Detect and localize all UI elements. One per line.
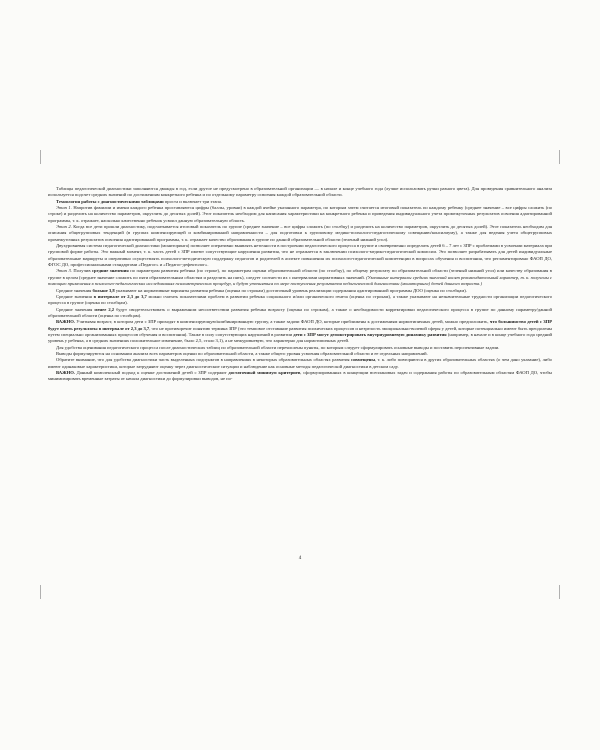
text-run: менее 2,2 xyxy=(94,306,115,312)
paragraph xyxy=(48,307,552,320)
paragraph xyxy=(48,186,552,199)
text-run: Напротив фамилии и имени каждого ребенка проставляются цифры (баллы, уровни) в каждой ячейке указанного параметра, по которым затем считается итоговый показатель по каждому ребенку (среднее значение – все цифры сложить (по строке) и разделить на количество параметров, округлить до десятых долей). Этот показатель необходим для написания характеристики на конкретного ребенка и проведения индивидуального учета промежуточных результатов освоения адаптированной программы, т. к. отражает, насколько качественно ребенок усвоил данную образовательную область. xyxy=(48,205,552,223)
text-run: в интервале от 2,3 до 3,7 xyxy=(93,293,147,299)
crop-mark-bottom-left xyxy=(40,585,41,599)
text-run: , т. к. либо повторяются в других образовательных областях (о чем дано указание), либо имеют одинаковые характеристики, которые затрудняют оценку через диагностические ситуации и наблюдение как основные методы педагогической диагностики в детском саду. xyxy=(48,357,552,369)
text-run: будут свидетельствовать о выраженном несоответствии развития ребенка возрасту (оценка по строкам), а также о необходимости корректировки педагогического процесса в группе по данному параметру/данной образовательной области (оценка по столбцам). xyxy=(48,306,552,318)
paragraph xyxy=(48,294,552,307)
page-number: 4 xyxy=(298,556,302,561)
text-run: совмещены xyxy=(351,357,375,363)
text-run: , что не противоречит понятию термина ЗПР (это темповое отставание развития психических процессов и незрелость эмоционально-волевой сферы у детей, которые потенциально имеют быть преодолены путем специально организованных процессов обучения и воспитания). Также в силу сопутствующих нарушений в развитии xyxy=(48,325,552,337)
text-run: больше 3,8 xyxy=(92,287,115,293)
text-run: указывают на нормативные варианты развития ребенка (оценка по строкам) достаточный уровень реализации содержания адаптированной программы ДОО (оценка по столбцам). xyxy=(114,287,467,293)
text-run: (например, в начале и в конце учебного года средний уровень у ребенка, а в средних значениях положительное изменение, было 2,5, стало 3,1), а не межуровневую, что характерно для нормотипичных детей. xyxy=(48,331,552,344)
paragraph xyxy=(48,268,552,287)
text-run: достаточный минимум критериев xyxy=(228,369,301,375)
text-run: средние значения xyxy=(92,268,129,274)
paragraph xyxy=(48,370,552,383)
paragraph xyxy=(48,243,552,268)
text-run: Средние значения xyxy=(56,287,93,293)
text-run: Обратите внимание, что для удобства диагностики часть выделенных подпунктов в направлениях в некоторых образовательных областях развития xyxy=(56,357,352,363)
text-run: ВАЖНО. xyxy=(56,319,75,325)
text-run: можно считать показателями проблем в развитии ребенка социального и/или органического генеза (оценка по строкам), а также указывают на незначительные трудности организации педагогического процесса в группе (оценка по столбцам). xyxy=(48,293,553,306)
paragraph xyxy=(48,205,552,224)
text-run: дети с ЗПР могут демонстрировать внутриуровневую динамику развития xyxy=(293,331,447,337)
text-run: Для удобства оценивания педагогического процесса после диагностических таблиц по образовательной области перечислены пункты, по которым следует сформулировать основные выводы и поставить перспективные задачи. xyxy=(56,344,500,350)
crop-mark-top-left xyxy=(40,150,41,164)
text-run: Выводы формулируются на основании анализа всех параметров оценки по образовательной области, а также общего уровня усвоения образовательной области и ее отдельных направлений. xyxy=(56,350,428,356)
text-run: по параметрам развития ребенка (по строке), по параметрам оценки образовательной области (по столбцу), по общему результату по образовательной области (зеленый нижний угол) или качеству образования в группе в целом (среднее значение сложить по пяти образовательным областям и разделить на пять), следует соотнести их с интервалами нормативных значений. xyxy=(48,268,552,280)
text-run: Получив xyxy=(71,268,93,274)
paragraph xyxy=(48,224,552,243)
crop-mark-bottom-right xyxy=(559,585,560,599)
text-run: (Указанные интервалы средних значений носят рекомендательный характер, т. к. получены с помощью применения в психолого-педагогических исследованиях психометрических процедур, и будут уточняться по мере поступления результатов педагогической диагностики (мониторинга) детей данного возраста.) xyxy=(48,274,553,287)
text-run: Учитывая возраст, в котором дети с ЗПР приходят в компенсирующую/комбинированную группу, а также задачи ФАОП ДО, которые приближены к достижениям нормотипичных детей, можно предположить, xyxy=(74,319,490,325)
text-run: Средние значения xyxy=(56,306,95,312)
body-text xyxy=(48,186,552,383)
text-run: что большинство детей с ЗПР будут иметь результаты в интервале от 2,3 до 3,7 xyxy=(48,319,552,331)
text-run: ВАЖНО. xyxy=(56,369,75,375)
text-run: Двухуровневая система педагогической диагностики (мониторинга) позволяет оперативно выявлять неточности в построении педагогического процесса в группе и своевременно определить детей 6 – 7 лет с ЗПР с проблемами в усвоении материала при групповой форме работы. Это важный момент, т. к. часть детей с ЗПР имеют сопутствующие нарушения развития, что не отражается в заключении психолого-медико-педагогической комиссии. Это позволяет разрабатывать для детей индивидуальные образовательные маршруты и оперативно осуществлять психолого-методическую поддержку педагогов и родителей в аспекте повышения их психолого-педагогической компетенции в вопросах обучения и воспитания, что регламентировано ФАОП ДО, ФГОС ДО, профессиональными стандартами «Педагог» и «Педагог-дефектолог». xyxy=(48,243,552,268)
paragraph xyxy=(48,357,552,370)
text-run: Средние значения xyxy=(56,293,94,299)
text-run: , сформулированных в концепции всеплановых задач и содержания работы по образовательным областям ФАОП ДО, чтобы минимизировать временные затраты от начала диагностики до формулировки выводов, не по- xyxy=(48,369,552,382)
text-run: Когда все дети прошли диагностику, подсчитывается итоговый показатель по группе (среднее значение – все цифры сложить (по столбцу) и разделить на количество параметров, округлить до десятых долей). Этот показатель необходим для описания общегрупповых тенденций (в группах компенсирующей и комбинированной направленности – для подготовки к групповому медико-психолого-педагогическому совещанию/консилиуму), а также для ведения учета общегрупповых промежуточных результатов освоения адаптированной программы, т. к. отражает качество образования в группе по данной образовательной области (зеленый нижний угол). xyxy=(48,224,552,242)
crop-mark-top-right xyxy=(559,150,560,164)
text-run: Этап 2. xyxy=(56,224,72,230)
paragraph xyxy=(48,319,552,344)
text-run: Технология работы с диагностическими таблицами xyxy=(56,198,164,204)
text-run: Данный комплексный подход к оценке достижений детей с ЗПР содержит xyxy=(74,369,229,375)
text-run: Этап 1. xyxy=(56,205,72,211)
text-run: Таблицы педагогической диагностики заполняются дважды в год, если другое не предусмотрено в образовательной организации — в начале и конце учебного года (лучше использовать ручки разного цвета). Для проведения сравнительного анализа используется подсчет средних значений по достижениям конкретного ребенка и по отдельному параметру освоения каждой образовательной области. xyxy=(48,186,552,198)
text-run: Этап 3. xyxy=(56,268,72,274)
text-run: проста и включает три этапа. xyxy=(163,198,223,204)
